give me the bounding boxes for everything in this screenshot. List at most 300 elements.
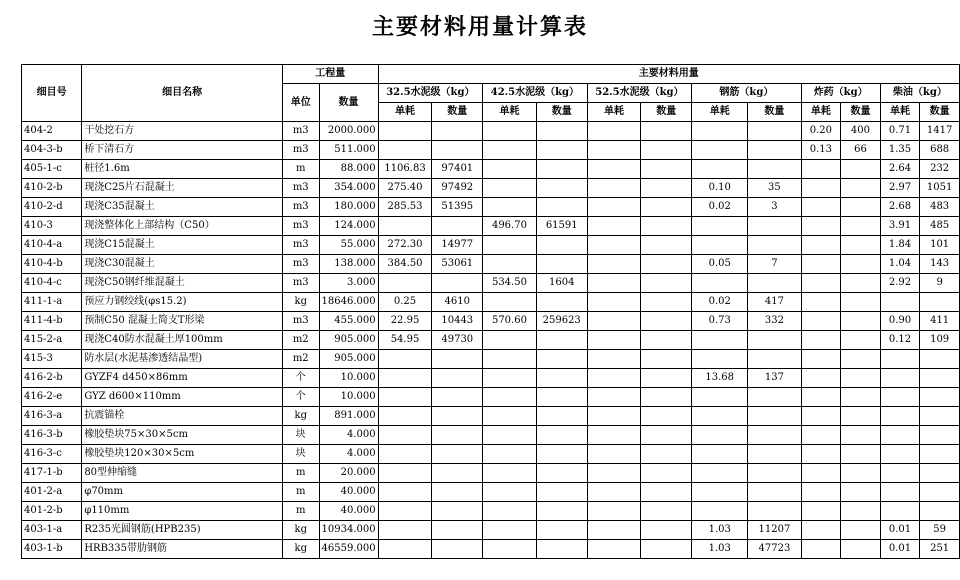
cell-explosive-unit [801, 445, 841, 464]
cell-explosive-qty [841, 293, 881, 312]
cell-cement-525-unit [587, 141, 641, 160]
cell-cement-325-unit [378, 540, 432, 559]
cell-diesel-unit: 3.91 [880, 217, 920, 236]
cell-cement-525-unit [587, 255, 641, 274]
table-row [22, 350, 960, 369]
table-row [22, 255, 960, 274]
cell-cement-525-unit [587, 502, 641, 521]
cell-cement-325-unit [378, 426, 432, 445]
cell-cement-525-qty [641, 502, 692, 521]
cell-amount: 891.000 [319, 407, 378, 426]
cell-cement-325-unit [378, 141, 432, 160]
cell-diesel-unit: 0.90 [880, 312, 920, 331]
cell-diesel-qty [920, 407, 960, 426]
cell-cement-525-qty [641, 122, 692, 141]
cell-diesel-qty: 101 [920, 236, 960, 255]
cell-cement-325-qty [432, 426, 483, 445]
cell-explosive-qty [841, 464, 881, 483]
cell-cement-425-unit [483, 293, 537, 312]
cell-diesel-unit: 1.84 [880, 236, 920, 255]
cell-steel-unit: 13.68 [692, 369, 748, 388]
header-unit-consumption: 单耗 [801, 103, 841, 122]
cell-steel-unit [692, 217, 748, 236]
cell-cement-425-qty [536, 521, 587, 540]
cell-code: 416-2-b [22, 369, 82, 388]
cell-cement-425-qty [536, 122, 587, 141]
cell-steel-qty: 417 [748, 293, 801, 312]
cell-steel-unit [692, 141, 748, 160]
cell-cement-325-unit: 1106.83 [378, 160, 432, 179]
cell-steel-qty: 137 [748, 369, 801, 388]
cell-cement-325-unit [378, 407, 432, 426]
table-row [22, 141, 960, 160]
cell-diesel-qty: 1417 [920, 122, 960, 141]
cell-cement-325-unit [378, 483, 432, 502]
cell-name: 预应力钢绞线(φs15.2) [82, 293, 283, 312]
cell-steel-qty [748, 331, 801, 350]
cell-cement-525-unit [587, 388, 641, 407]
cell-steel-unit [692, 407, 748, 426]
cell-name: 现浇C35混凝土 [82, 198, 283, 217]
cell-amount: 511.000 [319, 141, 378, 160]
cell-code: 410-3 [22, 217, 82, 236]
cell-steel-qty [748, 426, 801, 445]
cell-cement-325-qty [432, 217, 483, 236]
header-qty: 数量 [841, 103, 881, 122]
cell-amount: 40.000 [319, 483, 378, 502]
cell-cement-425-qty [536, 350, 587, 369]
header-steel: 钢筋（kg） [692, 84, 801, 103]
cell-explosive-qty [841, 540, 881, 559]
cell-explosive-unit [801, 198, 841, 217]
cell-unit: m3 [282, 198, 319, 217]
cell-steel-unit [692, 274, 748, 293]
cell-steel-qty [748, 464, 801, 483]
cell-code: 405-1-c [22, 160, 82, 179]
table-row [22, 464, 960, 483]
cell-unit: m3 [282, 312, 319, 331]
cell-cement-325-unit [378, 122, 432, 141]
cell-cement-525-unit [587, 293, 641, 312]
cell-amount: 180.000 [319, 198, 378, 217]
cell-unit: 块 [282, 426, 319, 445]
cell-unit: m [282, 483, 319, 502]
cell-steel-qty [748, 236, 801, 255]
table-row [22, 274, 960, 293]
cell-amount: 10.000 [319, 388, 378, 407]
cell-name: 防水层(水泥基渗透结晶型) [82, 350, 283, 369]
cell-cement-325-qty [432, 122, 483, 141]
cell-unit: 个 [282, 369, 319, 388]
cell-steel-qty: 7 [748, 255, 801, 274]
table-row [22, 483, 960, 502]
cell-cement-425-qty: 259623 [536, 312, 587, 331]
cell-unit: kg [282, 540, 319, 559]
cell-cement-425-qty: 61591 [536, 217, 587, 236]
cell-code: 410-2-b [22, 179, 82, 198]
header-qty: 数量 [641, 103, 692, 122]
cell-unit: m3 [282, 255, 319, 274]
cell-unit: m3 [282, 179, 319, 198]
cell-explosive-qty [841, 388, 881, 407]
cell-cement-325-qty [432, 464, 483, 483]
header-cement-425: 42.5水泥级（kg） [483, 84, 588, 103]
cell-code: 410-2-d [22, 198, 82, 217]
cell-explosive-qty [841, 217, 881, 236]
header-row-1 [22, 65, 960, 84]
cell-cement-525-qty [641, 255, 692, 274]
cell-steel-unit: 0.02 [692, 293, 748, 312]
cell-cement-425-qty [536, 179, 587, 198]
cell-steel-unit [692, 464, 748, 483]
cell-cement-525-unit [587, 198, 641, 217]
cell-explosive-unit [801, 236, 841, 255]
cell-name: 预制C50 混凝土简支T形梁 [82, 312, 283, 331]
cell-code: 410-4-c [22, 274, 82, 293]
table-row [22, 388, 960, 407]
cell-code: 401-2-a [22, 483, 82, 502]
cell-amount: 2000.000 [319, 122, 378, 141]
cell-code: 403-1-b [22, 540, 82, 559]
cell-amount: 88.000 [319, 160, 378, 179]
cell-cement-325-unit: 384.50 [378, 255, 432, 274]
cell-amount: 20.000 [319, 464, 378, 483]
cell-diesel-unit [880, 445, 920, 464]
cell-amount: 138.000 [319, 255, 378, 274]
cell-cement-425-qty [536, 236, 587, 255]
cell-name: GYZF4 d450×86mm [82, 369, 283, 388]
cell-cement-525-qty [641, 521, 692, 540]
table-row [22, 236, 960, 255]
cell-explosive-unit: 0.20 [801, 122, 841, 141]
cell-cement-425-unit [483, 160, 537, 179]
cell-cement-325-unit: 0.25 [378, 293, 432, 312]
cell-diesel-qty [920, 483, 960, 502]
material-table [21, 64, 960, 559]
cell-diesel-unit [880, 369, 920, 388]
cell-cement-325-qty: 14977 [432, 236, 483, 255]
header-qty: 数量 [748, 103, 801, 122]
table-body [22, 122, 960, 559]
cell-cement-325-qty [432, 350, 483, 369]
cell-diesel-unit: 2.97 [880, 179, 920, 198]
cell-diesel-unit: 0.01 [880, 521, 920, 540]
cell-cement-425-unit [483, 388, 537, 407]
cell-diesel-qty: 109 [920, 331, 960, 350]
cell-cement-325-qty [432, 274, 483, 293]
cell-cement-525-unit [587, 236, 641, 255]
cell-name: 桥下清石方 [82, 141, 283, 160]
cell-cement-325-unit: 275.40 [378, 179, 432, 198]
cell-cement-425-unit: 570.60 [483, 312, 537, 331]
cell-steel-qty [748, 407, 801, 426]
cell-unit: kg [282, 521, 319, 540]
cell-steel-unit: 0.73 [692, 312, 748, 331]
cell-cement-325-qty [432, 483, 483, 502]
cell-explosive-qty [841, 426, 881, 445]
cell-diesel-unit [880, 502, 920, 521]
cell-cement-525-unit [587, 407, 641, 426]
cell-cement-525-qty [641, 350, 692, 369]
cell-diesel-qty: 143 [920, 255, 960, 274]
cell-cement-525-unit [587, 445, 641, 464]
cell-cement-425-unit [483, 331, 537, 350]
header-quantity-group: 工程量 [282, 65, 378, 84]
cell-diesel-unit [880, 483, 920, 502]
cell-cement-525-unit [587, 350, 641, 369]
cell-cement-325-qty [432, 388, 483, 407]
cell-unit: m [282, 160, 319, 179]
cell-cement-425-qty [536, 540, 587, 559]
cell-explosive-qty [841, 331, 881, 350]
cell-amount: 4.000 [319, 445, 378, 464]
cell-cement-525-qty [641, 141, 692, 160]
cell-cement-325-unit: 22.95 [378, 312, 432, 331]
cell-steel-qty [748, 217, 801, 236]
cell-cement-525-qty [641, 293, 692, 312]
cell-steel-qty: 3 [748, 198, 801, 217]
header-cement-525: 52.5水泥级（kg） [587, 84, 692, 103]
cell-amount: 10.000 [319, 369, 378, 388]
header-diesel: 柴油（kg） [880, 84, 959, 103]
cell-steel-qty [748, 502, 801, 521]
cell-cement-325-qty [432, 369, 483, 388]
cell-code: 403-1-a [22, 521, 82, 540]
cell-steel-unit [692, 445, 748, 464]
header-amount: 数量 [319, 84, 378, 122]
cell-cement-525-unit [587, 160, 641, 179]
cell-amount: 124.000 [319, 217, 378, 236]
cell-cement-425-qty [536, 407, 587, 426]
cell-unit: m [282, 464, 319, 483]
cell-name: φ70mm [82, 483, 283, 502]
cell-amount: 18646.000 [319, 293, 378, 312]
cell-cement-525-unit [587, 464, 641, 483]
cell-name: R235光圆钢筋(HPB235) [82, 521, 283, 540]
cell-unit: m3 [282, 274, 319, 293]
cell-cement-325-unit [378, 217, 432, 236]
cell-steel-qty [748, 274, 801, 293]
table-row [22, 160, 960, 179]
cell-diesel-qty [920, 464, 960, 483]
cell-cement-325-unit [378, 521, 432, 540]
cell-code: 415-3 [22, 350, 82, 369]
cell-cement-325-unit [378, 445, 432, 464]
cell-name: 现浇C40防水混凝土厚100mm [82, 331, 283, 350]
cell-diesel-qty [920, 388, 960, 407]
cell-amount: 354.000 [319, 179, 378, 198]
header-cement-325: 32.5水泥级（kg） [378, 84, 483, 103]
cell-cement-525-unit [587, 369, 641, 388]
cell-diesel-unit: 1.35 [880, 141, 920, 160]
table-row [22, 198, 960, 217]
cell-diesel-qty [920, 293, 960, 312]
cell-steel-unit [692, 502, 748, 521]
cell-amount: 3.000 [319, 274, 378, 293]
table-row [22, 369, 960, 388]
cell-steel-unit: 0.05 [692, 255, 748, 274]
cell-cement-525-qty [641, 483, 692, 502]
cell-diesel-qty: 1051 [920, 179, 960, 198]
cell-explosive-unit [801, 388, 841, 407]
header-unit-consumption: 单耗 [378, 103, 432, 122]
cell-name: 橡胶垫块75×30×5cm [82, 426, 283, 445]
cell-name: 干处挖石方 [82, 122, 283, 141]
cell-unit: kg [282, 407, 319, 426]
table-row [22, 331, 960, 350]
cell-steel-qty [748, 160, 801, 179]
cell-cement-525-qty [641, 198, 692, 217]
cell-steel-qty: 11207 [748, 521, 801, 540]
cell-explosive-unit [801, 426, 841, 445]
cell-cement-525-unit [587, 426, 641, 445]
cell-explosive-unit [801, 502, 841, 521]
cell-cement-525-qty [641, 312, 692, 331]
cell-explosive-unit [801, 312, 841, 331]
cell-cement-325-qty [432, 521, 483, 540]
header-unit-consumption: 单耗 [483, 103, 537, 122]
cell-cement-325-unit [378, 502, 432, 521]
cell-name: 80型伸缩缝 [82, 464, 283, 483]
cell-steel-qty [748, 445, 801, 464]
cell-steel-qty: 47723 [748, 540, 801, 559]
cell-code: 410-4-b [22, 255, 82, 274]
header-code: 细目号 [22, 65, 82, 122]
cell-cement-525-qty [641, 217, 692, 236]
cell-cement-425-unit [483, 369, 537, 388]
cell-cement-525-qty [641, 464, 692, 483]
cell-code: 416-3-c [22, 445, 82, 464]
cell-cement-325-unit: 272.30 [378, 236, 432, 255]
cell-cement-325-unit [378, 369, 432, 388]
cell-cement-425-unit [483, 521, 537, 540]
cell-cement-325-qty: 10443 [432, 312, 483, 331]
cell-diesel-unit: 0.71 [880, 122, 920, 141]
cell-cement-425-qty [536, 141, 587, 160]
cell-code: 415-2-a [22, 331, 82, 350]
table-row [22, 217, 960, 236]
cell-name: 桩径1.6m [82, 160, 283, 179]
cell-diesel-unit: 0.12 [880, 331, 920, 350]
cell-name: GYZ d600×110mm [82, 388, 283, 407]
cell-diesel-unit: 2.64 [880, 160, 920, 179]
header-unit-consumption: 单耗 [692, 103, 748, 122]
cell-explosive-unit [801, 179, 841, 198]
cell-cement-425-qty [536, 388, 587, 407]
cell-diesel-qty: 411 [920, 312, 960, 331]
cell-cement-425-qty [536, 483, 587, 502]
cell-name: 现浇C30混凝土 [82, 255, 283, 274]
cell-explosive-unit [801, 483, 841, 502]
cell-amount: 40.000 [319, 502, 378, 521]
cell-cement-525-unit [587, 274, 641, 293]
cell-name: 现浇C25片石混凝土 [82, 179, 283, 198]
cell-cement-525-unit [587, 312, 641, 331]
cell-explosive-qty [841, 369, 881, 388]
cell-steel-qty [748, 388, 801, 407]
cell-code: 401-2-b [22, 502, 82, 521]
cell-steel-unit: 1.03 [692, 540, 748, 559]
cell-amount: 4.000 [319, 426, 378, 445]
cell-cement-425-qty: 1604 [536, 274, 587, 293]
cell-explosive-qty [841, 312, 881, 331]
cell-explosive-unit [801, 350, 841, 369]
cell-cement-425-unit [483, 198, 537, 217]
cell-explosive-unit [801, 274, 841, 293]
cell-unit: m2 [282, 350, 319, 369]
cell-code: 410-4-a [22, 236, 82, 255]
cell-cement-325-unit: 54.95 [378, 331, 432, 350]
cell-cement-425-unit [483, 407, 537, 426]
cell-explosive-unit [801, 521, 841, 540]
cell-unit: kg [282, 293, 319, 312]
cell-explosive-unit [801, 407, 841, 426]
cell-cement-425-qty [536, 198, 587, 217]
cell-cement-525-qty [641, 369, 692, 388]
cell-explosive-unit [801, 293, 841, 312]
cell-explosive-qty [841, 483, 881, 502]
table-row [22, 521, 960, 540]
cell-name: 橡胶垫块120×30×5cm [82, 445, 283, 464]
table-row [22, 293, 960, 312]
cell-name: HRB335带肋钢筋 [82, 540, 283, 559]
cell-unit: 个 [282, 388, 319, 407]
table-row [22, 540, 960, 559]
cell-cement-325-qty: 4610 [432, 293, 483, 312]
cell-unit: m3 [282, 217, 319, 236]
cell-explosive-qty [841, 445, 881, 464]
cell-cement-425-qty [536, 426, 587, 445]
cell-cement-425-qty [536, 293, 587, 312]
cell-steel-qty [748, 141, 801, 160]
cell-code: 416-3-b [22, 426, 82, 445]
cell-code: 411-4-b [22, 312, 82, 331]
cell-explosive-qty [841, 198, 881, 217]
cell-cement-525-qty [641, 426, 692, 445]
cell-steel-qty [748, 350, 801, 369]
cell-steel-qty [748, 483, 801, 502]
cell-cement-425-qty [536, 502, 587, 521]
cell-cement-325-qty [432, 407, 483, 426]
header-name: 细目名称 [82, 65, 283, 122]
cell-explosive-unit [801, 369, 841, 388]
cell-unit: m3 [282, 141, 319, 160]
cell-diesel-unit [880, 407, 920, 426]
cell-diesel-qty: 485 [920, 217, 960, 236]
cell-code: 411-1-a [22, 293, 82, 312]
cell-cement-325-qty [432, 502, 483, 521]
page-title: 主要材料用量计算表 [371, 14, 588, 40]
cell-explosive-qty [841, 255, 881, 274]
cell-cement-325-unit [378, 388, 432, 407]
cell-cement-325-unit: 285.53 [378, 198, 432, 217]
cell-explosive-qty [841, 407, 881, 426]
table-row [22, 502, 960, 521]
cell-cement-425-qty [536, 464, 587, 483]
cell-steel-qty: 332 [748, 312, 801, 331]
cell-diesel-unit [880, 464, 920, 483]
cell-cement-525-qty [641, 160, 692, 179]
cell-unit: m [282, 502, 319, 521]
header-qty: 数量 [536, 103, 587, 122]
cell-cement-525-unit [587, 122, 641, 141]
cell-explosive-qty [841, 521, 881, 540]
cell-cement-525-unit [587, 331, 641, 350]
cell-diesel-qty [920, 350, 960, 369]
cell-code: 416-3-a [22, 407, 82, 426]
cell-cement-425-unit [483, 483, 537, 502]
cell-cement-525-qty [641, 407, 692, 426]
